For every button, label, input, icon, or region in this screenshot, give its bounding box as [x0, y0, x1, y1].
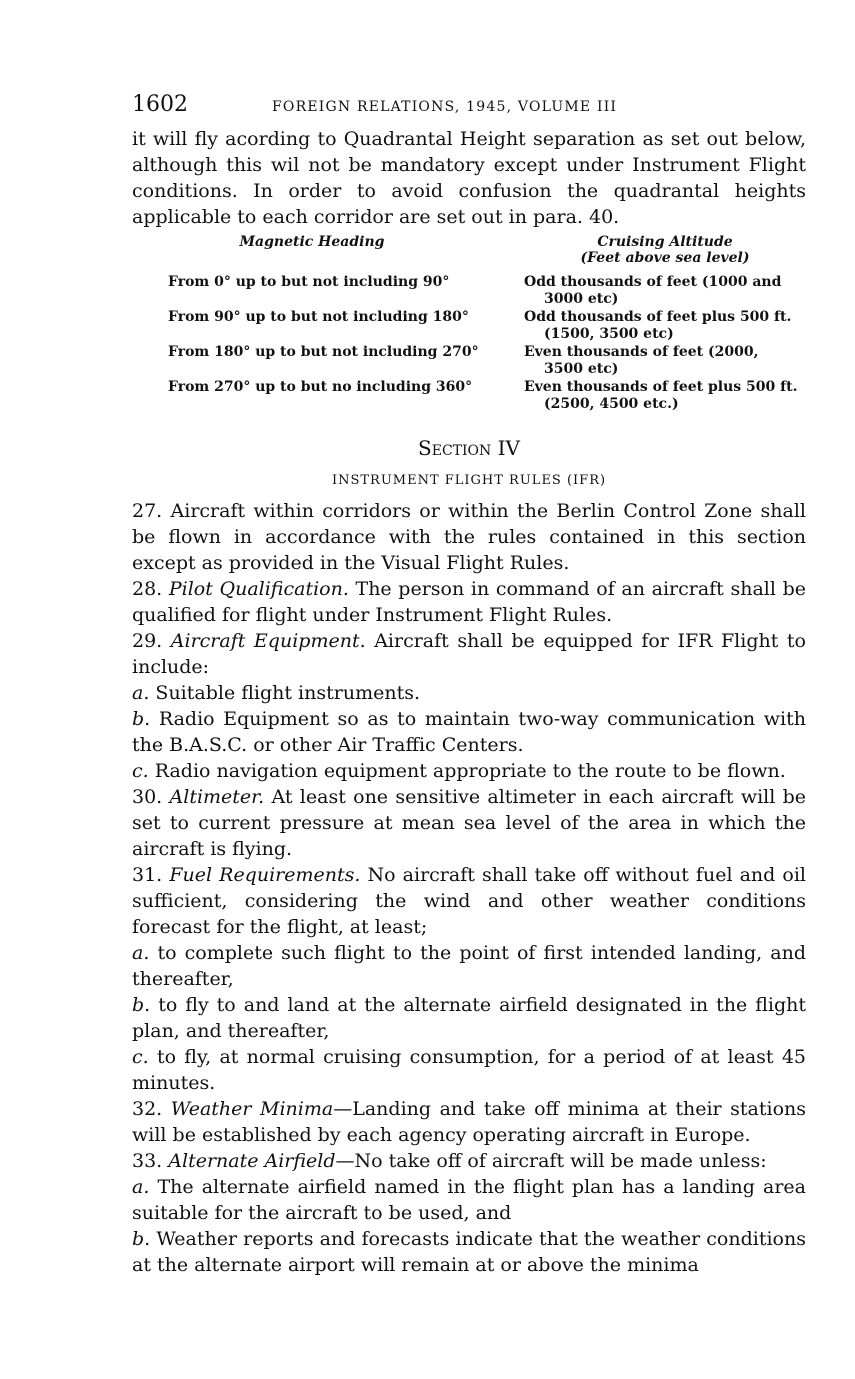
paragraph-number: 31. — [132, 864, 163, 886]
altitude-line: (2500, 4500 etc.) — [544, 396, 679, 412]
heading-cell: From 90° up to but not including 180° — [168, 309, 469, 325]
paragraph-33b — [132, 1226, 806, 1278]
item-letter: a. — [132, 1176, 150, 1198]
heading-cell: From 270° up to but no including 360° — [168, 379, 473, 395]
paragraph-number: 32. — [132, 1098, 163, 1120]
heading-cell: From 180° up to but not including 270° — [168, 344, 479, 360]
altitude-line: Even thousands of feet plus 500 ft. — [524, 379, 798, 395]
column-header-cruising-altitude: Cruising Altitude — [597, 234, 733, 250]
item-letter: b. — [132, 994, 151, 1016]
paragraph-33a — [132, 1174, 806, 1226]
item-text: Radio navigation equipment appropriate to the route to be flown. — [154, 760, 786, 782]
item-text: to fly to and land at the alternate airfield designated in the flight plan, and thereafter, — [132, 994, 806, 1042]
paragraph-31 — [132, 862, 806, 940]
item-text: to complete such flight to the point of first intended landing, and thereafter, — [132, 942, 806, 990]
item-letter: a. — [132, 682, 150, 704]
quadrantal-height-table — [132, 234, 806, 430]
paragraph-title: Weather Minima — [170, 1098, 334, 1120]
paragraph-text: No aircraft shall take off without fuel and oil sufficient, considering the wind and other weather conditions forecast for the flight, at least; — [132, 864, 807, 938]
paragraph-31b — [132, 992, 806, 1044]
page-header — [132, 92, 806, 126]
section-subtitle: INSTRUMENT FLIGHT RULES (IFR) — [331, 473, 607, 488]
running-head: FOREIGN RELATIONS, 1945, VOLUME III — [272, 99, 618, 115]
column-subheader-feet: (Feet above sea level) — [580, 250, 750, 266]
altitude-cell — [524, 274, 806, 308]
item-letter: b. — [132, 708, 151, 730]
paragraph-32 — [132, 1096, 806, 1148]
altitude-cell — [524, 379, 806, 413]
paragraph-28 — [132, 576, 806, 628]
paragraph-text: Aircraft shall be equipped for IFR Flight to include: — [132, 630, 806, 678]
altitude-cell — [524, 309, 806, 343]
item-text: to fly, at normal cruising consumption, for a period of at least 45 minutes. — [132, 1046, 807, 1094]
item-text: Suitable flight instruments. — [155, 682, 421, 704]
intro-paragraph: it will fly acording to Quadrantal Height separation as set out below, although this wil not be mandatory except under Instrument Flight conditions. In order to avoid confusion the quadrantal heights applicable to each corridor are set out in para. 40. — [132, 128, 806, 228]
paragraph-text: The person in command of an aircraft shall be qualified for flight under Instrument Flight Rules. — [132, 578, 806, 626]
paragraph-title: Fuel Requirements. — [169, 864, 361, 886]
paragraph-number: 30. — [132, 786, 163, 808]
paragraph-29 — [132, 628, 806, 680]
paragraph-31c — [132, 1044, 806, 1096]
altitude-cell — [524, 344, 806, 378]
table-row — [168, 344, 806, 378]
section-numeral: IV — [497, 436, 520, 460]
column-header-magnetic-heading: Magnetic Heading — [239, 234, 385, 250]
table-row — [168, 379, 806, 413]
paragraph-29c — [132, 758, 806, 784]
item-text: Radio Equipment so as to maintain two-way communication with the B.A.S.C. or other Air Traffic Centers. — [132, 708, 807, 756]
paragraph-title: Pilot Qualification. — [168, 578, 349, 600]
table-row — [168, 274, 806, 308]
altitude-line: Even thousands of feet (2000, — [524, 344, 759, 360]
paragraph-number: 29. — [132, 630, 163, 652]
item-text: Weather reports and forecasts indicate that the weather conditions at the alternate airport will remain at or above the minima — [132, 1228, 806, 1276]
altitude-line: Odd thousands of feet (1000 and — [524, 274, 782, 290]
item-letter: c. — [132, 1046, 149, 1068]
paragraph-31a — [132, 940, 806, 992]
paragraph-number: 33. — [132, 1150, 163, 1172]
page-number: 1602 — [132, 92, 188, 117]
document-page — [132, 92, 806, 1278]
item-text: The alternate airfield named in the flight plan has a landing area suitable for the aircraft to be used, and — [132, 1176, 806, 1224]
item-letter: c. — [132, 760, 149, 782]
paragraph-text: —No take off of aircraft will be made unless: — [335, 1150, 767, 1172]
altitude-line: (1500, 3500 etc) — [544, 326, 674, 342]
heading-cell: From 0° up to but not including 90° — [168, 274, 450, 290]
altitude-line: 3000 etc) — [544, 291, 619, 307]
paragraph-number: 28. — [132, 578, 163, 600]
paragraph-text: —Landing and take off minima at their stations will be established by each agency operating aircraft in Europe. — [132, 1098, 806, 1146]
item-letter: a. — [132, 942, 150, 964]
section-heading — [132, 436, 806, 464]
paragraph-title: Aircraft Equipment. — [170, 630, 366, 652]
paragraph-27: 27. Aircraft within corridors or within the Berlin Control Zone shall be flown in accordance with the rules contained in this section except as provided in the Visual Flight Rules. — [132, 500, 806, 574]
paragraph-title: Altimeter. — [169, 786, 265, 808]
altitude-line: 3500 etc) — [544, 361, 619, 377]
paragraph-text: At least one sensitive altimeter in each aircraft will be set to current pressure at mean sea level of the area in which the aircraft is flying. — [132, 786, 807, 860]
section-label: Section — [418, 436, 492, 460]
altitude-line: Odd thousands of feet plus 500 ft. — [524, 309, 792, 325]
paragraph-33 — [132, 1148, 806, 1174]
paragraph-29a — [132, 680, 806, 706]
table-row — [168, 309, 806, 343]
paragraph-30 — [132, 784, 806, 862]
paragraph-title: Alternate Airfield — [168, 1150, 336, 1172]
item-letter: b. — [132, 1228, 151, 1250]
paragraph-29b — [132, 706, 806, 758]
